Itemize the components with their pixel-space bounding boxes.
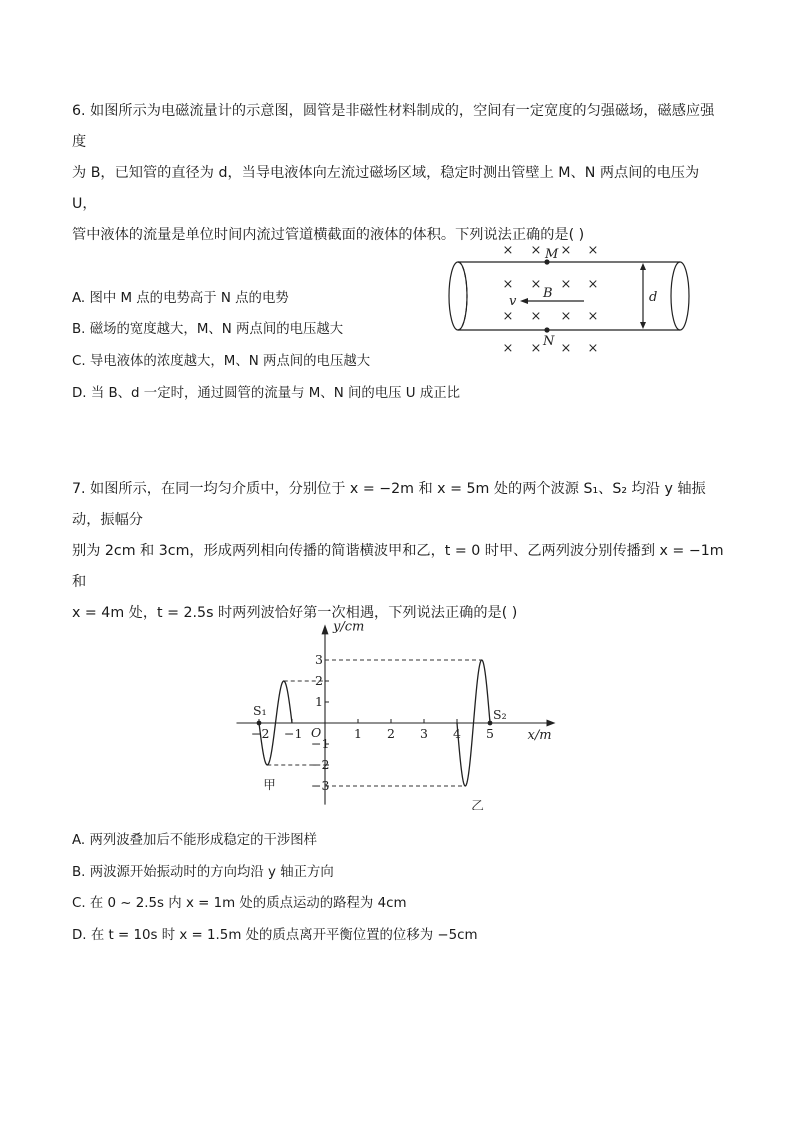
q6-option-a[interactable]: A. 图中 M 点的电势高于 N 点的电势: [72, 291, 289, 306]
cross: ×: [560, 309, 572, 324]
q7-option-a[interactable]: A. 两列波叠加后不能形成稳定的干涉图样: [72, 833, 318, 848]
q6-stem-line-1: 6. 如图所示为电磁流量计的示意图，圆管是非磁性材料制成的，空间有一定宽度的匀强磁场，磁感应强度: [72, 103, 715, 150]
cross: ×: [530, 243, 542, 258]
pipe-left-end-solid: [449, 262, 467, 330]
x-tick-label: 4: [453, 726, 461, 741]
source-S1: [257, 721, 262, 726]
point-N: [544, 327, 549, 332]
cross: ×: [560, 243, 572, 258]
q6-stem-line-3: 管中液体的流量是单位时间内流过管道横截面的液体的体积。下列说法正确的是( ): [72, 227, 585, 243]
label-S2: S₂: [493, 707, 507, 722]
label-B: B: [543, 286, 553, 301]
q6-stem-line-2: 为 B，已知管的直径为 d，当导电液体向左流过磁场区域，稳定时测出管壁上 M、N 两点间的电压为 U，: [72, 165, 700, 212]
y-tick-label: 3: [315, 652, 323, 667]
origin-label: O: [311, 725, 322, 740]
x-tick-label: −2: [251, 726, 270, 741]
x-axis-arrow: [547, 720, 556, 727]
cross: ×: [502, 243, 514, 258]
q6-flowmeter-figure: [440, 236, 710, 366]
q7-stem-line-1: 7. 如图所示，在同一均匀介质中，分别位于 x = −2m 和 x = 5m 处的两个波源 S₁、S₂ 均沿 y 轴振动，振幅分: [72, 481, 706, 528]
q7-option-b[interactable]: B. 两波源开始振动时的方向均沿 y 轴正方向: [72, 865, 334, 880]
x-tick-label: 3: [420, 726, 428, 741]
q7-stem-line-2: 别为 2cm 和 3cm，形成两列相向传播的简谐横波甲和乙，t = 0 时甲、乙两列波分别传播到 x = −1m 和: [72, 543, 724, 590]
flow-arrow-head: [520, 298, 528, 304]
label-M: M: [545, 247, 559, 262]
label-S1: S₁: [253, 703, 267, 718]
x-tick-label: −1: [284, 726, 303, 741]
wave-chart: [228, 604, 558, 810]
q7-option-d[interactable]: D. 在 t = 10s 时 x = 1.5m 处的质点离开平衡位置的位移为 −5cm: [72, 928, 478, 943]
label-N: N: [543, 334, 555, 349]
q6-option-d[interactable]: D. 当 B、d 一定时，通过圆管的流量与 M、N 间的电压 U 成正比: [72, 386, 461, 401]
x-tick-label: 5: [486, 726, 494, 741]
q6-option-c[interactable]: C. 导电液体的浓度越大，M、N 两点间的电压越大: [72, 354, 371, 369]
diameter-arrow-bottom: [640, 322, 646, 329]
y-tick-label: 1: [315, 694, 323, 709]
source-S2: [488, 721, 493, 726]
cross: ×: [502, 277, 514, 292]
q7-option-c[interactable]: C. 在 0 ~ 2.5s 内 x = 1m 处的质点运动的路程为 4cm: [72, 896, 407, 911]
x-tick-label: 1: [354, 726, 362, 741]
series-label-yi: 乙: [471, 798, 484, 810]
cross: ×: [560, 341, 572, 356]
y-tick-label: −2: [311, 757, 330, 772]
pipe-left-end-dashed: [458, 262, 467, 330]
q7-stem-line-3: x = 4m 处，t = 2.5s 时两列波恰好第一次相遇，下列说法正确的是( ): [72, 605, 518, 621]
q6-stem: [72, 96, 724, 251]
label-v: v: [509, 294, 517, 309]
cross: ×: [530, 277, 542, 292]
q6-option-b[interactable]: B. 磁场的宽度越大，M、N 两点间的电压越大: [72, 322, 344, 337]
cross: ×: [502, 309, 514, 324]
pipe-right-end: [671, 262, 689, 330]
cross: ×: [530, 341, 542, 356]
y-tick-label: −3: [311, 778, 330, 793]
cross: ×: [502, 341, 514, 356]
y-axis-arrow: [322, 624, 329, 634]
cross: ×: [560, 277, 572, 292]
y-tick-label: −1: [311, 736, 330, 751]
y-tick-label: 2: [315, 673, 323, 688]
cross: ×: [587, 277, 599, 292]
cross: ×: [587, 243, 599, 258]
x-axis-label: x/m: [527, 728, 552, 743]
series-label-jia: 甲: [263, 777, 276, 792]
x-tick-label: 2: [387, 726, 395, 741]
cross: ×: [587, 309, 599, 324]
y-axis-label: y/cm: [333, 619, 365, 635]
diameter-arrow-top: [640, 263, 646, 270]
label-d: d: [649, 290, 658, 305]
cross: ×: [587, 341, 599, 356]
cross: ×: [530, 309, 542, 324]
